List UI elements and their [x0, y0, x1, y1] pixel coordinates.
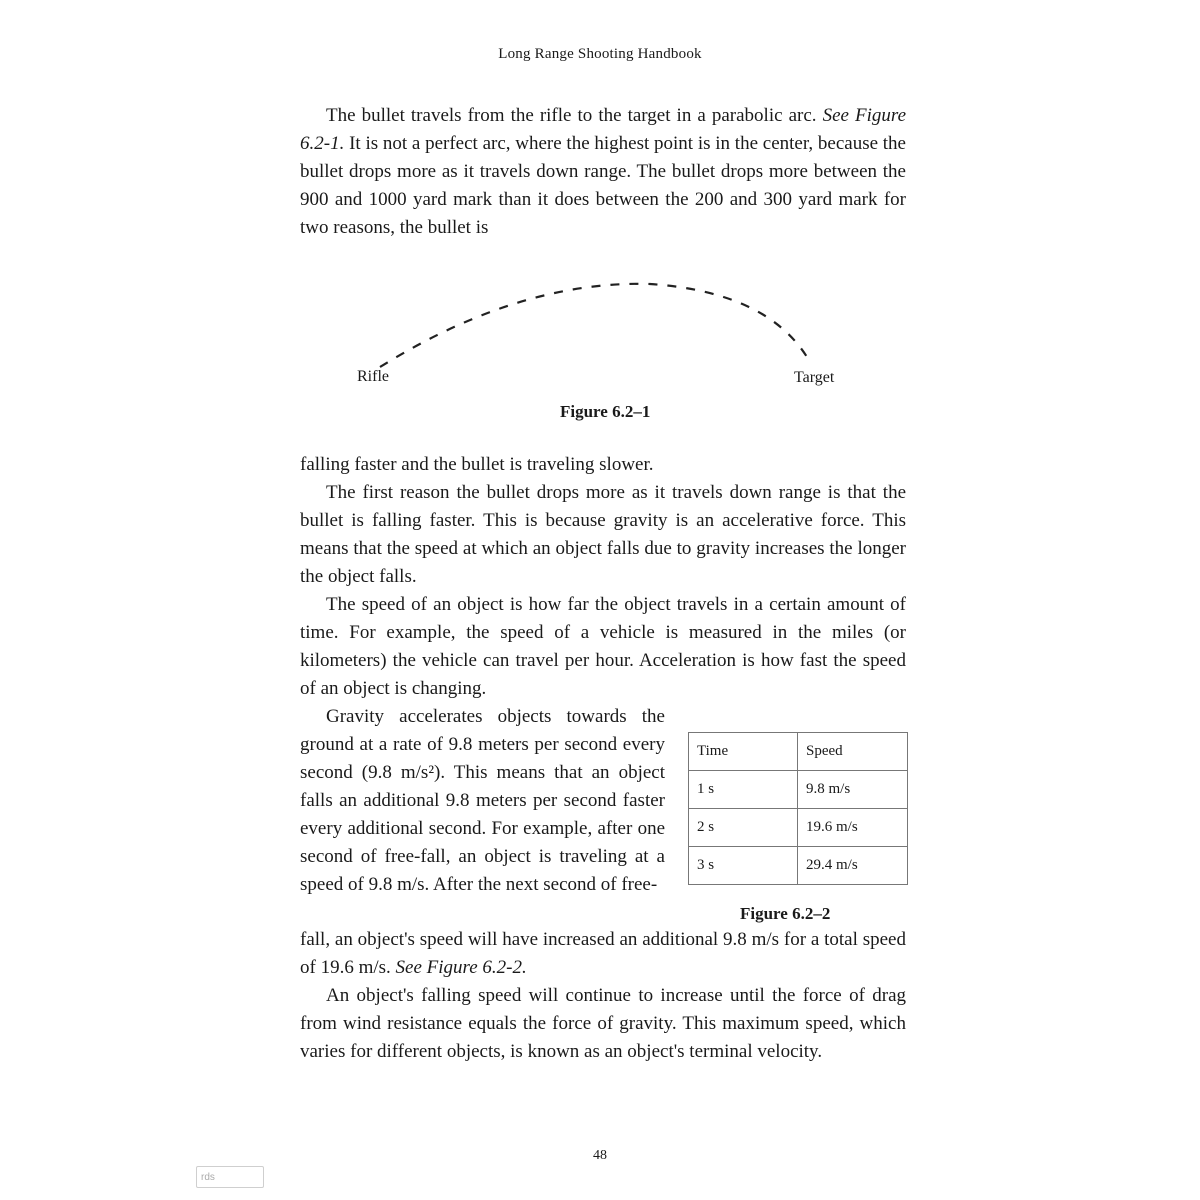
- figure-reference: See Figure 6.2-1.: [300, 105, 906, 154]
- table-cell: 19.6 m/s: [798, 809, 908, 847]
- paragraph-text: Gravity accelerates objects towards the ground at a rate of 9.8 meters per second every second (9.8 m/s²). This means that an object falls an additional 9.8 meters per second faster every additional second. For example, after one second of free-fall, an object is traveling at a speed of 9.8 m/s. After the next second of free-: [300, 706, 665, 895]
- corner-label: rds: [196, 1166, 264, 1188]
- paragraph-falling-faster: The first reason the bullet drops more as it travels down range is that the bullet is falling faster. This is because gravity is an accelerative force. This means that the speed at which an object falls due to gravity increases the longer the object falls.: [300, 482, 906, 587]
- paragraph-speed-definition: The speed of an object is how far the object travels in a certain amount of time. For example, the speed of a vehicle is measured in the miles (or kilometers) the vehicle can travel per hour. Acceleration is how fast the speed of an object is changing.: [300, 594, 906, 699]
- paragraph-continuation: falling faster and the bullet is traveling slower.: [300, 454, 654, 475]
- body-text: [300, 926, 906, 1066]
- rifle-label: Rifle: [357, 368, 389, 385]
- table-header-cell: Time: [689, 733, 798, 771]
- table-row: [689, 847, 908, 885]
- paragraph-text: It is not a perfect arc, where the highest point is in the center, because the bullet drops more as it travels down range. The bullet drops more between the 900 and 1000 yard mark than it does between the 200 and 300 yard mark for two reasons, the bullet is: [300, 133, 906, 238]
- table-cell: 2 s: [689, 809, 798, 847]
- figure-caption: Figure 6.2–2: [740, 904, 831, 923]
- bullet-trajectory-path: [380, 284, 810, 367]
- table-cell: 29.4 m/s: [798, 847, 908, 885]
- figure-caption: Figure 6.2–1: [560, 402, 651, 421]
- paragraph-parabolic-arc: [300, 102, 906, 242]
- table-row: [689, 771, 908, 809]
- target-label: Target: [794, 369, 835, 386]
- table-row: [689, 809, 908, 847]
- paragraph-text: The bullet travels from the rifle to the target in a parabolic arc.: [326, 105, 823, 126]
- table-cell: 1 s: [689, 771, 798, 809]
- page-number: 48: [593, 1148, 607, 1163]
- paragraph-gravity: [300, 703, 665, 899]
- speed-table: [688, 732, 908, 885]
- paragraph-text: fall, an object's speed will have increased an additional 9.8 m/s for a total speed of 19.6 m/s.: [300, 929, 906, 978]
- running-header: Long Range Shooting Handbook: [498, 46, 702, 62]
- table-cell: 3 s: [689, 847, 798, 885]
- table-header-row: [689, 733, 908, 771]
- trajectory-arc-diagram: [350, 270, 860, 400]
- figure-reference: See Figure 6.2-2.: [395, 957, 527, 978]
- table-header-cell: Speed: [798, 733, 908, 771]
- paragraph-terminal-velocity: An object's falling speed will continue to increase until the force of drag from wind resistance equals the force of gravity. This maximum speed, which varies for different objects, is known as an object's terminal velocity.: [300, 985, 906, 1062]
- body-text: [300, 451, 906, 703]
- table-cell: 9.8 m/s: [798, 771, 908, 809]
